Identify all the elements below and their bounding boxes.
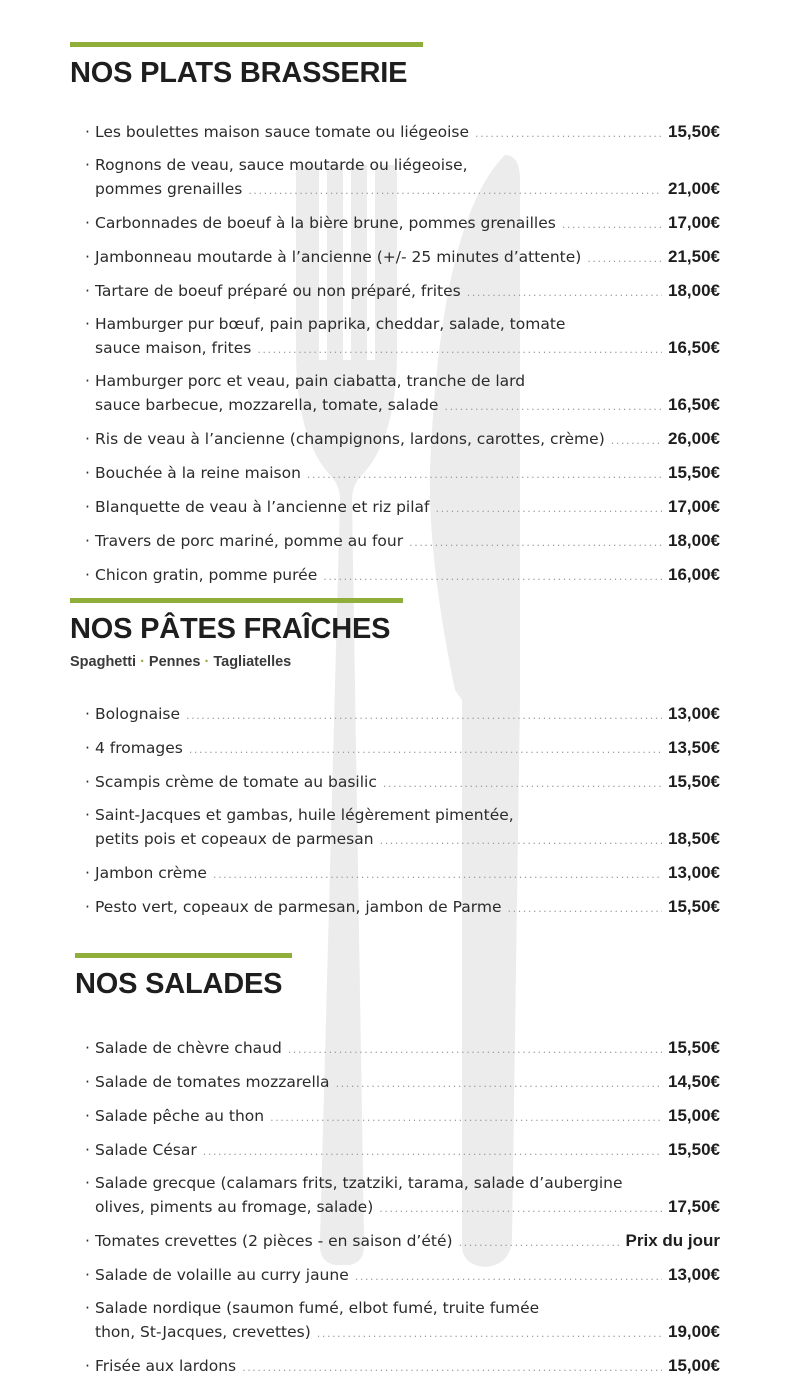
bullet: · xyxy=(85,864,90,882)
menu-item-price: 15,50€ xyxy=(668,1038,720,1057)
dot-leader xyxy=(587,247,662,270)
dot-leader xyxy=(270,1106,662,1129)
bullet: · xyxy=(85,1073,90,1091)
menu-item-line xyxy=(85,1354,720,1379)
menu-item-name: Ris de veau à l’ancienne (champignons, lardons, carottes, crème) xyxy=(95,430,605,448)
menu-item-name: Chicon gratin, pomme purée xyxy=(95,566,318,584)
dot-leader xyxy=(380,829,662,852)
pasta-type: Spaghetti xyxy=(70,654,137,670)
menu-item-line xyxy=(85,1229,720,1254)
menu-item-name: Hamburger pur bœuf, pain paprika, cheddar, salade, tomate xyxy=(95,315,566,333)
menu-item-price: Prix du jour xyxy=(625,1231,720,1250)
menu-item-price: 16,00€ xyxy=(668,565,720,584)
bullet: · xyxy=(85,806,90,824)
bullet: · xyxy=(85,566,90,584)
section-accent-bar xyxy=(70,42,423,47)
pasta-types-subtitle xyxy=(70,654,403,670)
menu-item-name: 4 fromages xyxy=(95,739,183,757)
menu-item-line xyxy=(85,861,720,886)
menu-item-line xyxy=(85,211,720,236)
bullet: · xyxy=(85,1299,90,1317)
bullet: · xyxy=(85,1266,90,1284)
dot-leader xyxy=(467,281,662,304)
menu-item-price: 21,50€ xyxy=(668,247,720,266)
menu-item xyxy=(85,120,720,145)
menu-item-price: 15,50€ xyxy=(668,772,720,791)
menu-item-name: Pesto vert, copeaux de parmesan, jambon de Parme xyxy=(95,898,502,916)
menu-item-line xyxy=(85,702,720,727)
dot-leader xyxy=(213,863,662,886)
menu-item-price: 18,50€ xyxy=(668,829,720,848)
bullet: · xyxy=(85,773,90,791)
menu-item-line xyxy=(85,563,720,588)
menu-item xyxy=(85,1297,720,1345)
menu-item-price: 16,50€ xyxy=(668,395,720,414)
menu-item xyxy=(85,770,720,795)
menu-item-name: Bolognaise xyxy=(95,705,180,723)
menu-item-name: Scampis crème de tomate au basilic xyxy=(95,773,377,791)
menu-item-name: Jambonneau moutarde à l’ancienne (+/- 25 minutes d’attente) xyxy=(95,248,582,266)
menu-item-name: Hamburger porc et veau, pain ciabatta, tranche de lard xyxy=(95,372,526,390)
menu-list-salades xyxy=(85,1036,720,1379)
menu-item xyxy=(85,211,720,236)
menu-item-line xyxy=(85,336,720,361)
dot-leader xyxy=(257,338,662,361)
menu-item-price: 13,00€ xyxy=(668,704,720,723)
menu-item-line xyxy=(85,279,720,304)
menu-item-line xyxy=(85,529,720,554)
menu-item-name: Salade grecque (calamars frits, tzatziki, tarama, salade d’aubergine xyxy=(95,1174,623,1192)
bullet: · xyxy=(85,248,90,266)
dot-leader xyxy=(379,1197,662,1220)
dot-leader xyxy=(242,1356,662,1379)
dot-leader xyxy=(203,1140,662,1163)
menu-item-name: Blanquette de veau à l’ancienne et riz pilaf xyxy=(95,498,430,516)
dot-leader xyxy=(409,531,662,554)
menu-item-line xyxy=(85,1263,720,1288)
menu-item xyxy=(85,245,720,270)
menu-list-pates-fraiches xyxy=(85,702,720,920)
bullet: · xyxy=(85,372,90,390)
menu-item-price: 13,00€ xyxy=(668,1265,720,1284)
menu-item-price: 15,00€ xyxy=(668,1106,720,1125)
menu-item-line xyxy=(85,495,720,520)
menu-item-name: sauce maison, frites xyxy=(95,339,252,357)
section-salades xyxy=(75,953,292,1001)
menu-item-line xyxy=(85,154,720,177)
menu-item-line xyxy=(85,120,720,145)
menu-item-line xyxy=(85,770,720,795)
menu-item-price: 13,50€ xyxy=(668,738,720,757)
menu-item-price: 18,00€ xyxy=(668,531,720,550)
menu-item-price: 14,50€ xyxy=(668,1072,720,1091)
menu-item-line xyxy=(85,1138,720,1163)
menu-item-name: pommes grenailles xyxy=(95,180,243,198)
dot-leader xyxy=(189,738,662,761)
menu-item-name: Salade nordique (saumon fumé, elbot fumé, truite fumée xyxy=(95,1299,540,1317)
menu-item-line xyxy=(85,177,720,202)
menu-item-name: Les boulettes maison sauce tomate ou liégeoise xyxy=(95,123,470,141)
menu-item-name: petits pois et copeaux de parmesan xyxy=(95,830,374,848)
menu-item-line xyxy=(85,313,720,336)
menu-item-line xyxy=(85,1320,720,1345)
dot-leader xyxy=(383,772,662,795)
pasta-type: Pennes xyxy=(148,654,201,670)
section-accent-bar xyxy=(70,598,403,603)
menu-item xyxy=(85,1172,720,1220)
bullet: · xyxy=(85,315,90,333)
section-title: NOS PÂTES FRAÎCHES xyxy=(70,613,391,645)
menu-item-name: Rognons de veau, sauce moutarde ou liégeoise, xyxy=(95,156,468,174)
dot-leader xyxy=(317,1322,662,1345)
menu-item-price: 15,50€ xyxy=(668,897,720,916)
menu-item-line xyxy=(85,827,720,852)
bullet: · xyxy=(85,1174,90,1192)
menu-item xyxy=(85,370,720,418)
dot-leader xyxy=(288,1038,662,1061)
dot-leader xyxy=(336,1072,662,1095)
menu-item xyxy=(85,154,720,202)
bullet: · xyxy=(85,1357,90,1375)
menu-item-line xyxy=(85,461,720,486)
dot-leader xyxy=(562,213,662,236)
section-title: NOS SALADES xyxy=(75,968,283,1000)
dot-leader xyxy=(355,1265,662,1288)
menu-item-line xyxy=(85,1195,720,1220)
dot-leader xyxy=(323,565,662,588)
dot-leader xyxy=(459,1231,620,1254)
menu-item xyxy=(85,736,720,761)
menu-item-price: 17,00€ xyxy=(668,213,720,232)
pasta-type: Tagliatelles xyxy=(213,654,292,670)
menu-item-price: 18,00€ xyxy=(668,281,720,300)
menu-item xyxy=(85,563,720,588)
menu-item-price: 16,50€ xyxy=(668,338,720,357)
dot-leader xyxy=(444,395,662,418)
menu-item-line xyxy=(85,245,720,270)
dot-leader xyxy=(186,704,662,727)
menu-item xyxy=(85,804,720,852)
bullet: · xyxy=(85,430,90,448)
subtitle-separator: · xyxy=(204,654,210,670)
menu-item-name: Bouchée à la reine maison xyxy=(95,464,301,482)
section-pates-fraiches xyxy=(70,598,403,670)
menu-item-price: 15,00€ xyxy=(668,1356,720,1375)
bullet: · xyxy=(85,282,90,300)
bullet: · xyxy=(85,464,90,482)
menu-item-line xyxy=(85,1036,720,1061)
menu-item-price: 21,00€ xyxy=(668,179,720,198)
menu-item-line xyxy=(85,370,720,393)
menu-item-price: 19,00€ xyxy=(668,1322,720,1341)
menu-item-price: 26,00€ xyxy=(668,429,720,448)
menu-item xyxy=(85,529,720,554)
menu-item-price: 17,00€ xyxy=(668,497,720,516)
menu-item xyxy=(85,1104,720,1129)
bullet: · xyxy=(85,898,90,916)
menu-item xyxy=(85,1229,720,1254)
menu-item xyxy=(85,279,720,304)
menu-item xyxy=(85,1036,720,1061)
bullet: · xyxy=(85,1232,90,1250)
menu-item-price: 15,50€ xyxy=(668,1140,720,1159)
menu-item-name: Saint-Jacques et gambas, huile légèrement pimentée, xyxy=(95,806,514,824)
menu-item-price: 15,50€ xyxy=(668,122,720,141)
menu-item-price: 13,00€ xyxy=(668,863,720,882)
bullet: · xyxy=(85,156,90,174)
menu-item-price: 17,50€ xyxy=(668,1197,720,1216)
menu-item xyxy=(85,702,720,727)
menu-item xyxy=(85,313,720,361)
dot-leader xyxy=(508,897,663,920)
dot-leader xyxy=(248,179,662,202)
bullet: · xyxy=(85,739,90,757)
menu-item-name: Frisée aux lardons xyxy=(95,1357,237,1375)
menu-item xyxy=(85,1070,720,1095)
bullet: · xyxy=(85,1039,90,1057)
bullet: · xyxy=(85,1107,90,1125)
bullet: · xyxy=(85,1141,90,1159)
menu-item-line xyxy=(85,1297,720,1320)
menu-item-line xyxy=(85,804,720,827)
menu-item-line xyxy=(85,1104,720,1129)
section-plats-brasserie xyxy=(70,42,423,90)
menu-item xyxy=(85,427,720,452)
menu-item-name: Tartare de boeuf préparé ou non préparé, frites xyxy=(95,282,461,300)
dot-leader xyxy=(611,429,662,452)
menu-item xyxy=(85,495,720,520)
section-accent-bar xyxy=(75,953,292,958)
menu-item-name: Salade César xyxy=(95,1141,197,1159)
menu-item-name: Jambon crème xyxy=(95,864,207,882)
menu-item-name: olives, piments au fromage, salade) xyxy=(95,1198,374,1216)
menu-item-line xyxy=(85,427,720,452)
dot-leader xyxy=(435,497,662,520)
menu-item-price: 15,50€ xyxy=(668,463,720,482)
menu-item-name: Travers de porc mariné, pomme au four xyxy=(95,532,404,550)
dot-leader xyxy=(307,463,662,486)
bullet: · xyxy=(85,498,90,516)
menu-item xyxy=(85,461,720,486)
menu-item-line xyxy=(85,1172,720,1195)
menu-item-line xyxy=(85,393,720,418)
menu-item-line xyxy=(85,895,720,920)
menu-item xyxy=(85,1138,720,1163)
menu-list-plats-brasserie xyxy=(85,120,720,588)
menu-item xyxy=(85,861,720,886)
bullet: · xyxy=(85,532,90,550)
menu-item-name: Salade de tomates mozzarella xyxy=(95,1073,330,1091)
menu-item-name: sauce barbecue, mozzarella, tomate, salade xyxy=(95,396,439,414)
bullet: · xyxy=(85,214,90,232)
menu-item xyxy=(85,1263,720,1288)
menu-item-line xyxy=(85,736,720,761)
dot-leader xyxy=(475,122,662,145)
menu-item-name: Carbonnades de boeuf à la bière brune, pommes grenailles xyxy=(95,214,556,232)
subtitle-separator: · xyxy=(140,654,145,670)
menu-item-name: Salade de chèvre chaud xyxy=(95,1039,282,1057)
section-title: NOS PLATS BRASSERIE xyxy=(70,57,408,89)
menu-item-line xyxy=(85,1070,720,1095)
bullet: · xyxy=(85,123,90,141)
menu-item-name: Salade pêche au thon xyxy=(95,1107,265,1125)
bullet: · xyxy=(85,705,90,723)
menu-item-name: Salade de volaille au curry jaune xyxy=(95,1266,349,1284)
menu-item-name: Tomates crevettes (2 pièces - en saison d’été) xyxy=(95,1232,453,1250)
menu-item-name: thon, St-Jacques, crevettes) xyxy=(95,1323,311,1341)
menu-item xyxy=(85,895,720,920)
menu-item xyxy=(85,1354,720,1379)
